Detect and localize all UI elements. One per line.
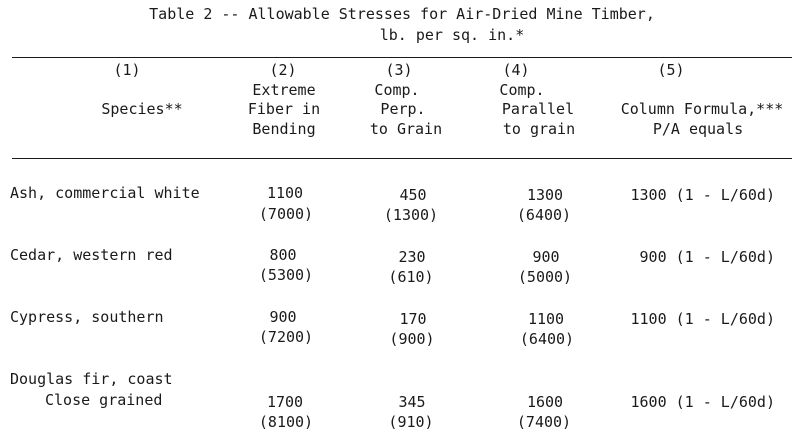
perp-alt-value: (900)	[389, 330, 435, 348]
col-5-heading-line-2: P/A equals	[652, 120, 744, 138]
perp-alt-value: (1300)	[383, 206, 439, 224]
perp-value: 450	[399, 186, 427, 204]
col-4-number: (4)	[502, 61, 530, 79]
perp-value: 170	[399, 310, 427, 328]
col-5-heading-line-1: Column Formula,***	[620, 100, 784, 118]
formula-value: 1600 (1 - L/60d)	[630, 393, 775, 411]
species-cell-line-2: Close grained	[45, 391, 163, 409]
col-3-heading-line-3: to Grain	[369, 120, 443, 138]
formula-value: 1100 (1 - L/60d)	[630, 310, 775, 328]
species-cell: Douglas fir, coast	[10, 370, 173, 388]
parallel-alt-value: (7400)	[516, 413, 572, 431]
parallel-alt-value: (5000)	[517, 268, 573, 286]
table-title-line-2: lb. per sq. in.*	[379, 26, 525, 44]
parallel-alt-value: (6400)	[516, 206, 572, 224]
col-3-heading-line-1: Comp.	[374, 81, 420, 99]
table-title-line-1: Table 2 -- Allowable Stresses for Air-Dried Mine Timber,	[149, 5, 655, 23]
col-2-number: (2)	[269, 61, 297, 79]
bending-value: 1100	[266, 184, 304, 202]
bending-value: 800	[269, 246, 297, 264]
col-4-heading-line-2: Parallel	[501, 100, 575, 118]
species-cell: Cedar, western red	[10, 246, 173, 264]
formula-value: 900 (1 - L/60d)	[639, 248, 775, 266]
col-1-number: (1)	[113, 61, 141, 79]
parallel-value: 1300	[526, 186, 564, 204]
bending-alt-value: (8100)	[258, 413, 314, 431]
parallel-value: 1600	[526, 393, 564, 411]
col-3-heading-line-2: Perp.	[380, 100, 426, 118]
perp-alt-value: (910)	[388, 413, 434, 431]
col-3-number: (3)	[385, 61, 413, 79]
perp-value: 345	[398, 393, 426, 411]
col-4-heading-line-1: Comp.	[499, 81, 545, 99]
col-2-heading-line-1: Extreme	[252, 81, 316, 99]
species-cell: Cypress, southern	[10, 308, 164, 326]
parallel-value: 900	[532, 248, 560, 266]
col-5-number: (5)	[657, 61, 685, 79]
bending-alt-value: (7200)	[258, 328, 314, 346]
col-4-heading-line-3: to grain	[502, 120, 576, 138]
species-cell: Ash, commercial white	[10, 184, 200, 202]
perp-value: 230	[398, 248, 426, 266]
col-2-heading-line-2: Fiber in	[247, 100, 321, 118]
parallel-value: 1100	[527, 310, 565, 328]
bending-alt-value: (7000)	[258, 205, 314, 223]
top-rule	[12, 57, 792, 58]
header-rule	[12, 158, 792, 159]
col-2-heading-line-3: Bending	[252, 120, 316, 138]
col-1-heading: Species**	[101, 100, 183, 118]
formula-value: 1300 (1 - L/60d)	[630, 186, 775, 204]
parallel-alt-value: (6400)	[519, 330, 575, 348]
bending-value: 1700	[266, 393, 304, 411]
bending-alt-value: (5300)	[258, 266, 314, 284]
perp-alt-value: (610)	[388, 268, 434, 286]
bending-value: 900	[269, 308, 297, 326]
